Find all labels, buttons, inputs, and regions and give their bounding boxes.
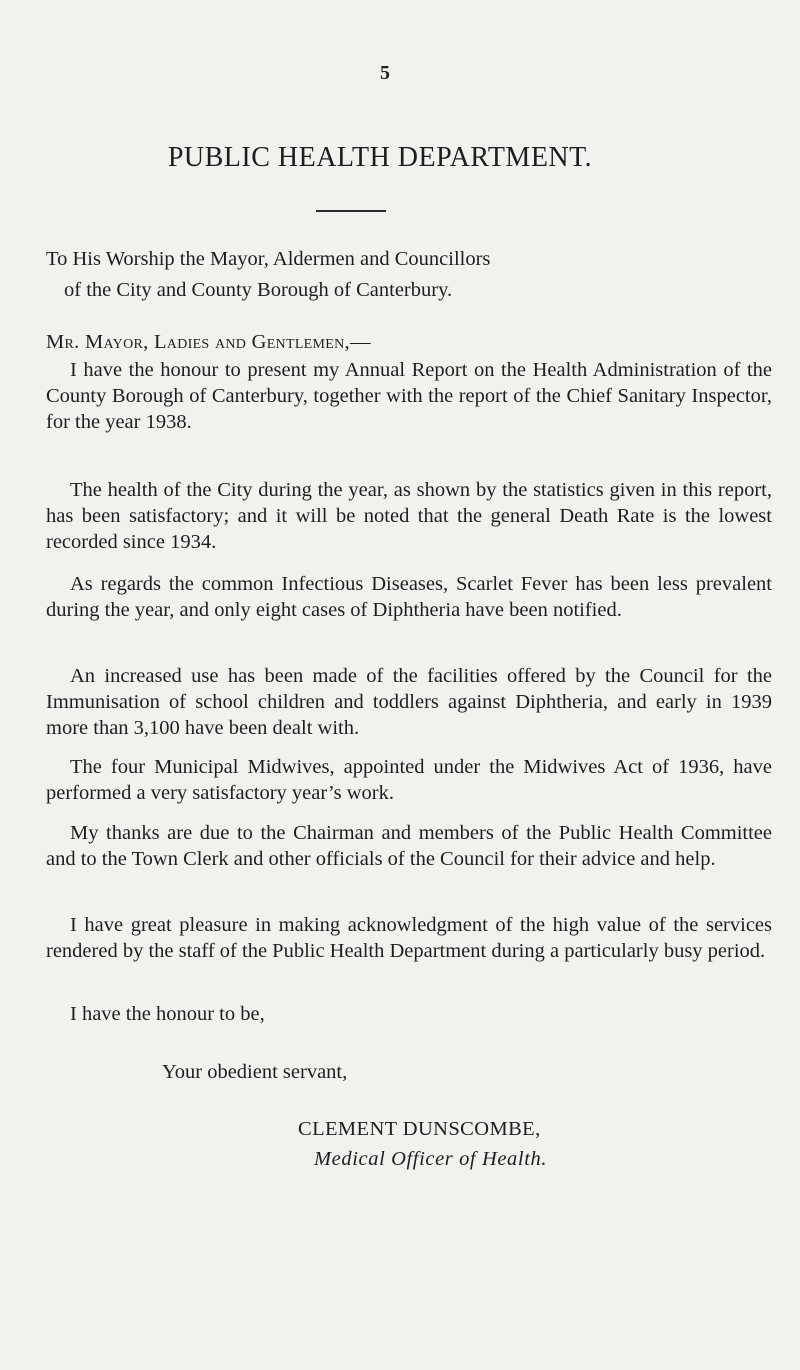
title-divider — [316, 210, 386, 212]
signature-name: CLEMENT DUNSCOMBE, — [298, 1118, 541, 1140]
paragraph-immunisation: An increased use has been made of the facilities offered by the Council for the Immunisation of school children and toddlers against Diphtheria, and early in 1939 more than 3,100 have been dealt with. — [46, 665, 772, 739]
closing-line-1: I have the honour to be, — [70, 1003, 265, 1025]
paragraph-infectious-diseases: As regards the common Infectious Diseases, Scarlet Fever has been less prevalent during the year, and only eight cases of Diphtheria have been notified. — [46, 573, 772, 621]
paragraph-thanks: My thanks are due to the Chairman and members of the Public Health Committee and to the Town Clerk and other officials of the Council for their advice and help. — [46, 822, 772, 870]
page-number: 5 — [380, 62, 390, 84]
page-title: PUBLIC HEALTH DEPARTMENT. — [167, 142, 593, 173]
closing-line-2: Your obedient servant, — [162, 1061, 348, 1083]
address-block — [46, 244, 766, 306]
paragraph-annual-report: I have the honour to present my Annual Report on the Health Administration of the County Borough of Canterbury, together with the report of the Chief Sanitary Inspector, for the year 1938. — [46, 359, 772, 433]
address-line-1: To His Worship the Mayor, Aldermen and Councillors — [46, 248, 491, 270]
signature-title: Medical Officer of Health. — [314, 1148, 548, 1170]
paragraph-midwives: The four Municipal Midwives, appointed under the Midwives Act of 1936, have performed a very satisfactory year’s work. — [46, 756, 772, 804]
paragraph-city-health: The health of the City during the year, as shown by the statistics given in this report, has been satisfactory; and it will be noted that the general Death Rate is the lowest recorded since 1934. — [46, 479, 772, 553]
salutation: Mr. Mayor, Ladies and Gentlemen,— — [46, 331, 371, 353]
paragraph-acknowledgment: I have great pleasure in making acknowledgment of the high value of the services rendered by the staff of the Public Health Department during a particularly busy period. — [46, 914, 772, 962]
address-line-2: of the City and County Borough of Canterbury. — [64, 279, 453, 301]
